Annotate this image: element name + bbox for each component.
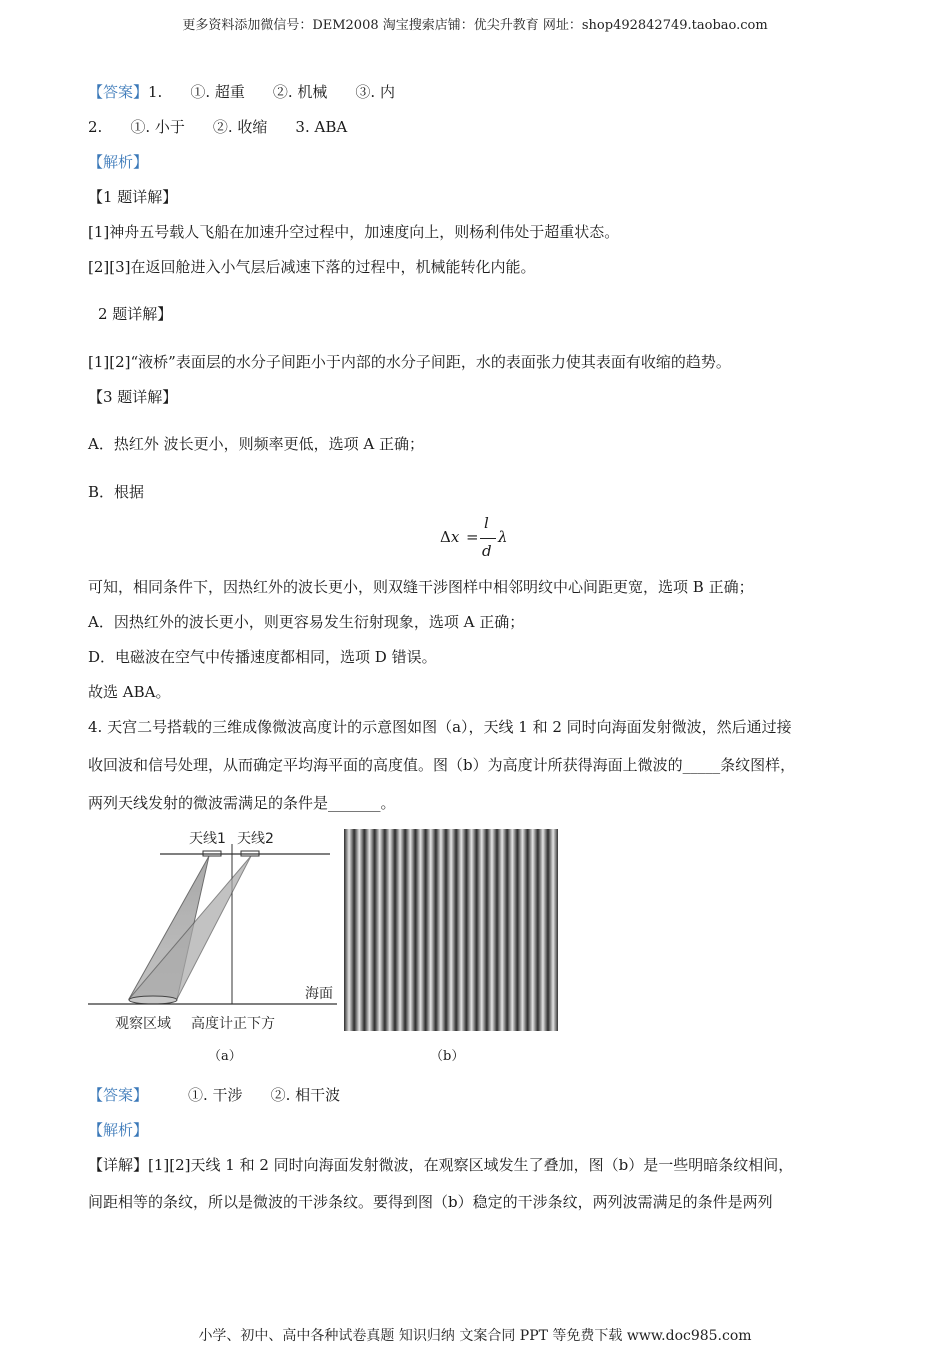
answer-item: ①. 小于 [130, 118, 185, 136]
question-4-line-2: 收回波和信号处理，从而确定平均海平面的高度值。图（b）为高度计所获得海面上微波的_____条纹图样， [88, 756, 796, 774]
analysis-tag: 【解析】 [88, 153, 149, 171]
answer-line-2 [88, 117, 347, 137]
label-region: 观察区域 [115, 1016, 171, 1032]
paragraph: [2][3]在返回舱进入小气层后减速下落的过程中，机械能转化内能。 [88, 258, 536, 276]
answer-tag: 【答案】 [88, 1086, 149, 1104]
analysis-tag: 【解析】 [88, 1121, 149, 1139]
answer-item: ①. 超重 [190, 83, 245, 101]
detail-line-2: 间距相等的条纹，所以是微波的干涉条纹。要得到图（b）稳定的干涉条纹，两列波需满足的条件是两列 [88, 1193, 773, 1211]
question-4-line-1: 4. 天宫二号搭载的三维成像微波高度计的示意图如图（a），天线 1 和 2 同时向海面发射微波，然后通过接 [88, 718, 792, 736]
observation-ellipse [129, 996, 177, 1004]
paragraph: 故选 ABA。 [88, 683, 171, 701]
paragraph: A．因热红外的波长更小，则更容易发生衍射现象，选项 A 正确； [88, 613, 525, 631]
section-heading: 【1 题详解】 [88, 188, 178, 206]
answer-item: ②. 机械 [272, 83, 328, 101]
formula-equals: = [466, 528, 479, 546]
section-heading: 2 题详解】 [98, 305, 173, 323]
formula-lambda: λ [498, 528, 508, 546]
page-footer: 小学、初中、高中各种试卷真题 知识归纳 文案合同 PPT 等免费下载 www.doc985.com [198, 1328, 752, 1344]
answer-tag: 【答案】 [88, 83, 149, 101]
answer-item: ②. 收缩 [212, 118, 268, 136]
formula-fringe-spacing [440, 514, 520, 564]
question-4-line-3: 两列天线发射的微波需满足的条件是_______。 [88, 794, 396, 812]
paragraph: D．电磁波在空气中传播速度都相同，选项 D 错误。 [88, 648, 437, 666]
q-number: 2. [88, 118, 103, 136]
answer-line-4 [88, 1085, 340, 1105]
paragraph: [1][2]“液桥”表面层的水分子间距小于内部的水分子间距，水的表面张力使其表面有收缩的趋势。 [88, 353, 731, 371]
answer-item: ②. 相干波 [270, 1086, 341, 1104]
fringe-pattern [344, 829, 558, 1031]
answer-item: ③. 内 [355, 83, 395, 101]
formula-numerator: l [484, 514, 489, 532]
figure-b-fringes [344, 829, 558, 1031]
answer-item: ①. 干涉 [188, 1086, 243, 1104]
caption-a: （a） [208, 1049, 242, 1064]
detail-line-1 [88, 1155, 793, 1175]
detail-tag: 【详解】 [88, 1156, 149, 1174]
fraction-bar [480, 538, 496, 539]
answer-item: 3. ABA [295, 118, 348, 136]
label-sea: 海面 [305, 986, 333, 1002]
figure-a-diagram [85, 826, 345, 1036]
paragraph: A．热红外 波长更小，则频率更低，选项 A 正确； [88, 435, 424, 453]
paragraph: 可知，相同条件下，因热红外的波长更小，则双缝干涉图样中相邻明纹中心间距更宽，选项 B 正确； [88, 578, 754, 596]
paragraph: B．根据 [88, 483, 145, 501]
page-header: 更多资料添加微信号：DEM2008 淘宝搜索店铺：优尖升教育 网址：shop492842749.taobao.com [182, 18, 768, 33]
label-antenna1: 天线1 [189, 831, 226, 847]
beam-2 [129, 856, 251, 999]
q-number: 1. [148, 83, 163, 101]
label-antenna2: 天线2 [237, 831, 274, 847]
answer-line-1 [88, 82, 395, 102]
formula-denominator: d [482, 542, 492, 560]
label-below: 高度计正下方 [191, 1016, 275, 1032]
caption-b: （b） [430, 1049, 465, 1064]
paragraph: [1][2]天线 1 和 2 同时向海面发射微波，在观察区域发生了叠加，图（b）是一些明暗条纹相间， [148, 1156, 794, 1174]
section-heading: 【3 题详解】 [88, 388, 178, 406]
formula-delta: Δx [440, 528, 460, 546]
paragraph: [1]神舟五号载人飞船在加速升空过程中，加速度向上，则杨利伟处于超重状态。 [88, 223, 620, 241]
